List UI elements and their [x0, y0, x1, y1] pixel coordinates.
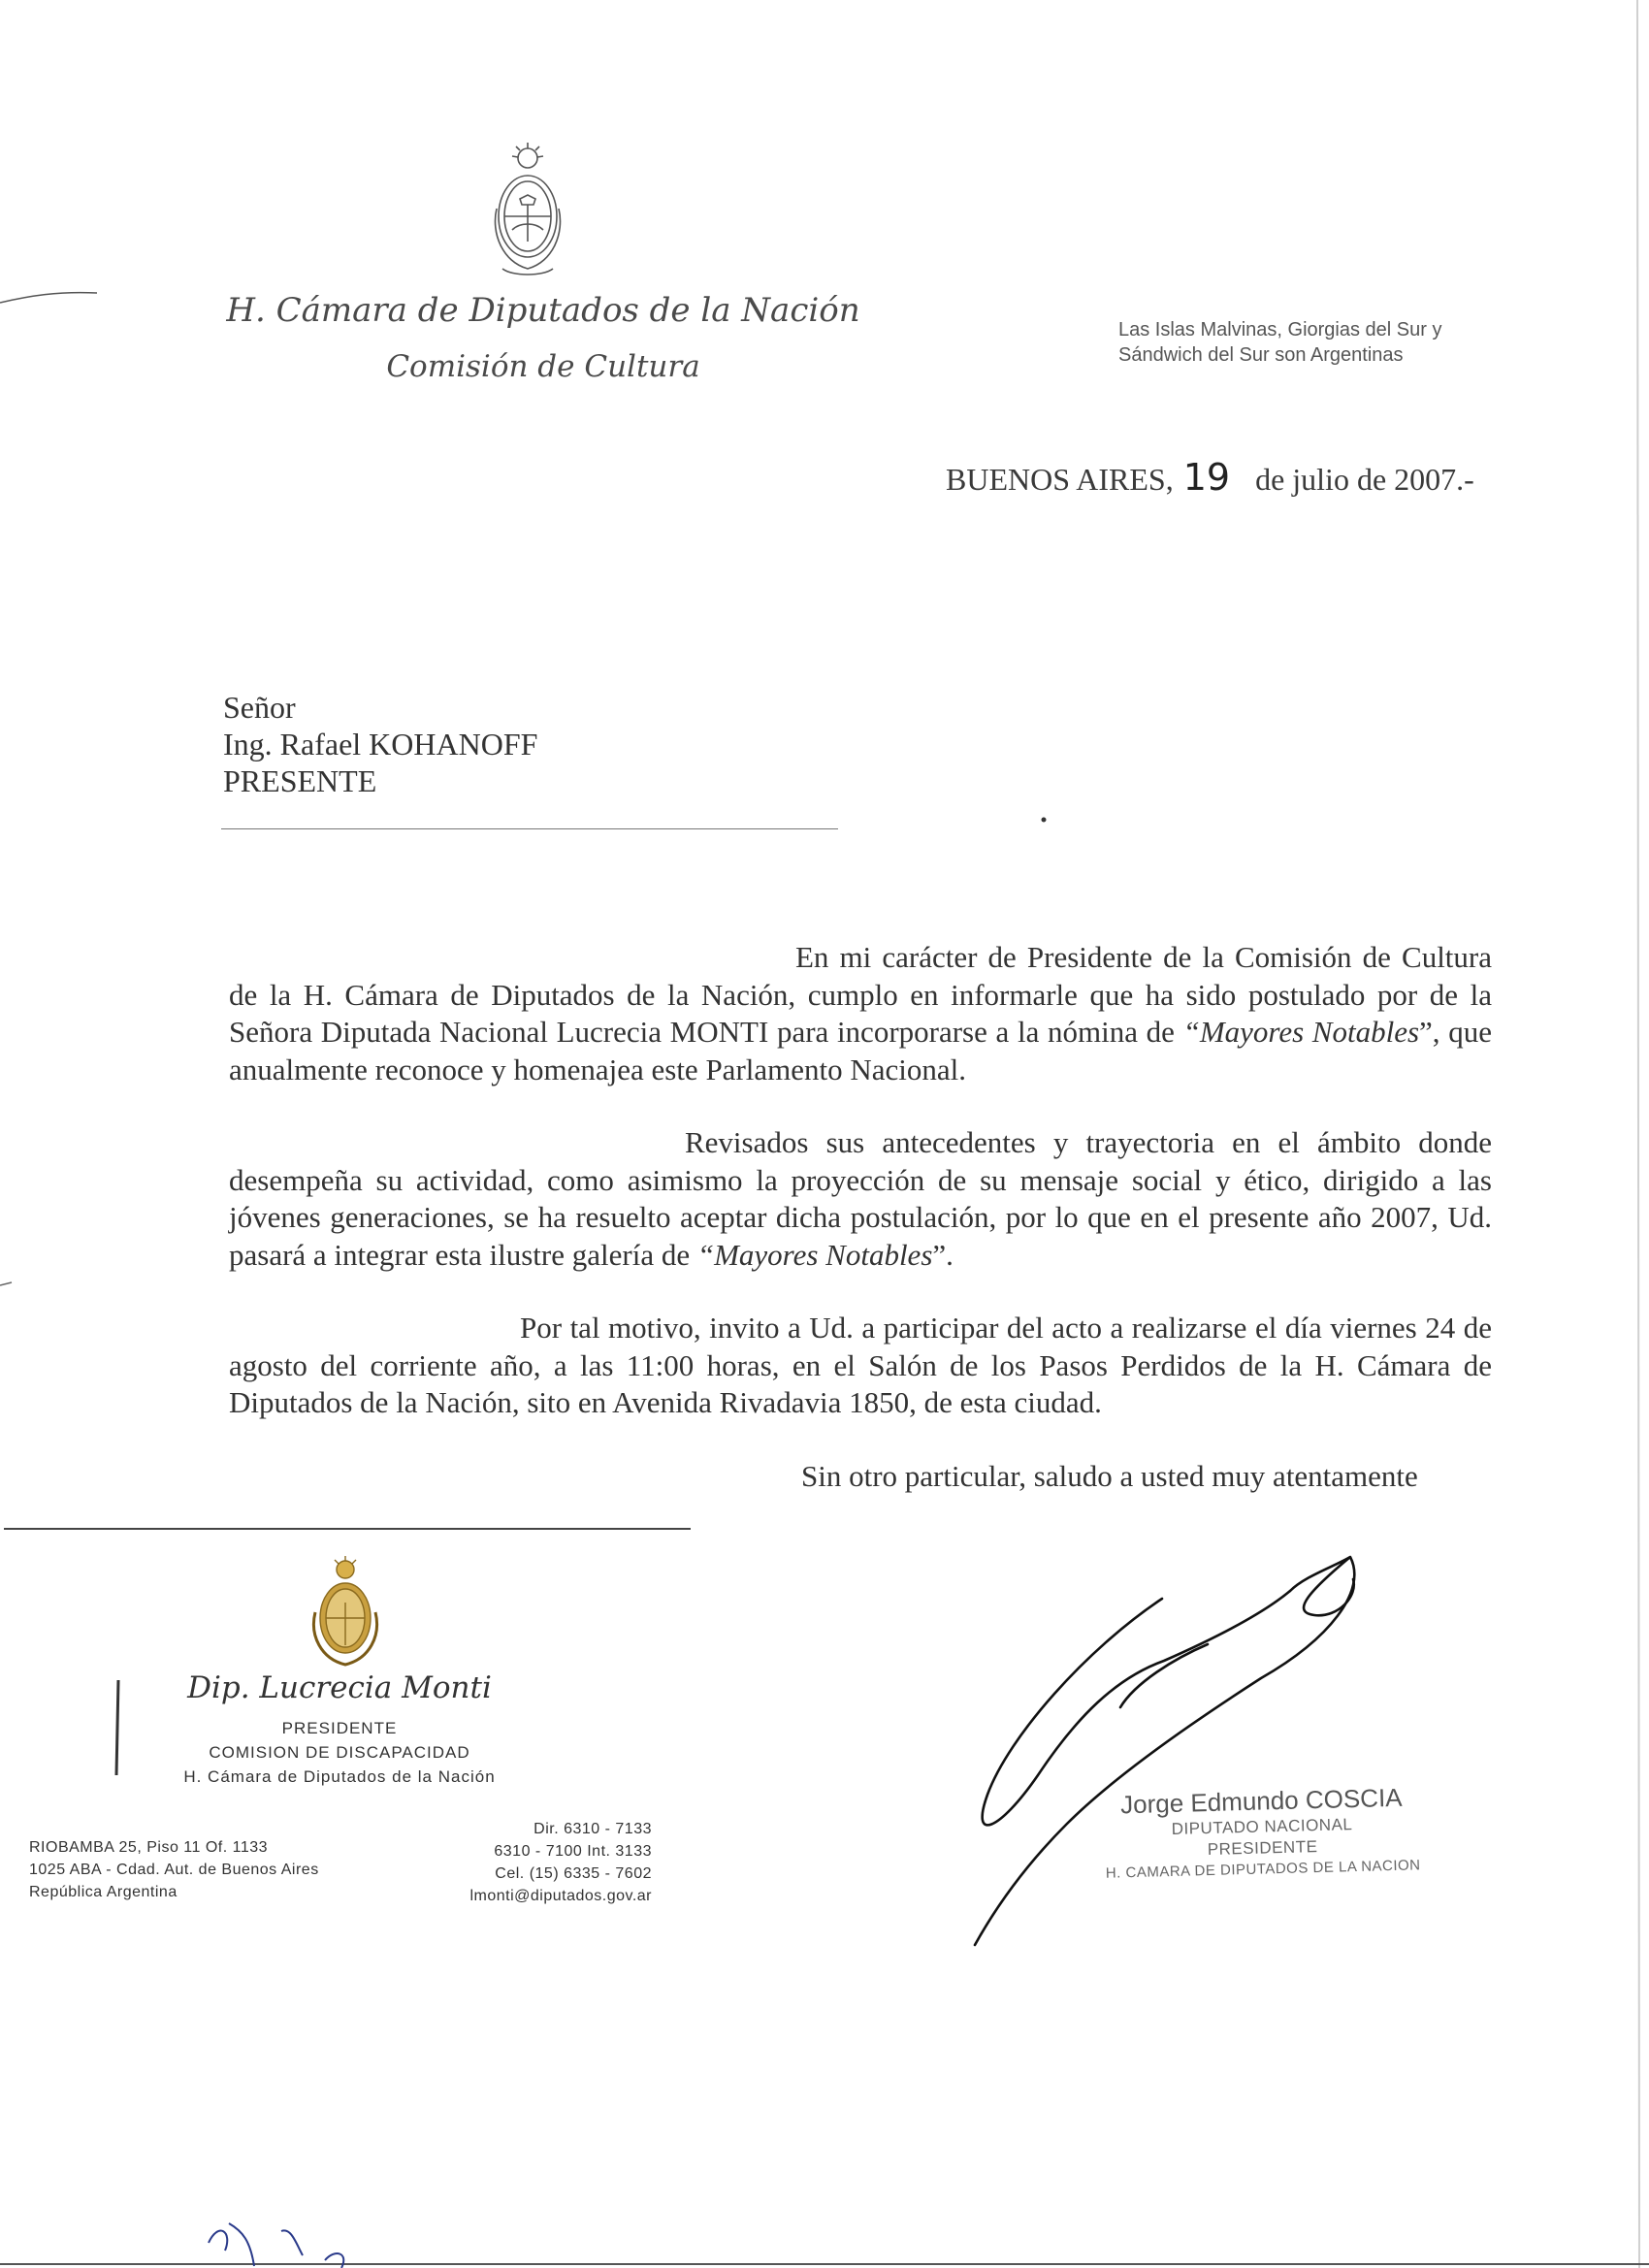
- date-rest: de julio de 2007.-: [1255, 462, 1474, 497]
- addressee-presente: PRESENTE: [223, 763, 377, 798]
- letter-body: [229, 939, 1492, 1531]
- card-role: PRESIDENTE: [281, 1719, 398, 1737]
- addressee-name: Ing. Rafael KOHANOFF: [223, 727, 538, 761]
- date-city: BUENOS AIRES,: [946, 462, 1174, 497]
- signer-title: DIPUTADO NACIONAL: [1171, 1815, 1353, 1838]
- handwritten-signature: [975, 1557, 1354, 1945]
- commission-name: Comisión de Cultura: [386, 349, 700, 384]
- institution-name: H. Cámara de Diputados de la Nación: [226, 291, 860, 330]
- scan-edge: [1637, 0, 1639, 2268]
- card-phone-dir: Dir. 6310 - 7133: [534, 1821, 652, 1837]
- addressee-salutation: Señor: [223, 690, 296, 725]
- closing-line: Sin otro particular, saludo a usted muy atentamente: [801, 1458, 1418, 1493]
- body-paragraph-3: Por tal motivo, invito a Ud. a participar del acto a realizarse el día viernes 24 de agosto del corriente año, a las 11:00 horas, en el Salón de los Pasos Perdidos de la H. Cámara de Diputados de la Nación, sito en Avenida Rivadavia 1850, de esta ciudad.: [229, 1311, 1492, 1419]
- card-holder-name: Dip. Lucrecia Monti: [187, 1670, 492, 1705]
- card-address-line: 1025 ABA - Cdad. Aut. de Buenos Aires: [29, 1862, 319, 1878]
- card-institution: H. Cámara de Diputados de la Nación: [183, 1767, 496, 1786]
- card-address: [29, 1836, 319, 1903]
- scan-dot: [1042, 818, 1047, 823]
- card-address-line: República Argentina: [29, 1884, 178, 1900]
- signer-name: Jorge Edmundo COSCIA: [1119, 1782, 1403, 1820]
- signature-stamp: [1096, 1782, 1428, 1885]
- card-phone-int: 6310 - 7100 Int. 3133: [494, 1843, 652, 1860]
- signer-institution: H. CAMARA DE DIPUTADOS DE LA NACION: [1105, 1857, 1421, 1882]
- malvinas-note-line: Sándwich del Sur son Argentinas: [1118, 344, 1404, 366]
- card-phone-cel: Cel. (15) 6335 - 7602: [495, 1865, 652, 1882]
- body-paragraph-1: En mi carácter de Presidente de la Comisión de Cultura de la H. Cámara de Diputados de la Nación, cumplo en informarle que ha sido postulado por de la Señora Diputada Nacional Lucrecia MONTI para incorporarse a la nómina de “Mayores Notables”, que anualmente reconoce y homenajea este Parlamento Nacional.: [229, 940, 1492, 1086]
- addressee-block: [223, 689, 537, 799]
- card-commission: COMISION DE DISCAPACIDAD: [209, 1743, 470, 1762]
- date-day-handwritten: 19: [1182, 456, 1231, 499]
- letter-date: [946, 456, 1474, 499]
- body-paragraph-2: Revisados sus antecedentes y trayectoria en el ámbito donde desempeña su actividad, como asimismo la proyección de su mensaje social y ético, dirigido a las jóvenes generaciones, se ha resuelto aceptar dicha postulación, por lo que en el presente año 2007, Ud. pasará a integrar esta ilustre galería de “Mayores Notables”.: [229, 1125, 1492, 1272]
- scan-mark: [0, 1282, 12, 1285]
- scan-mark: [0, 293, 97, 303]
- card-email: lmonti@diputados.gov.ar: [469, 1888, 652, 1904]
- coat-of-arms-icon: [483, 141, 572, 280]
- business-card-top-edge: [4, 1528, 691, 1530]
- handwritten-margin-note: [209, 2223, 343, 2268]
- addressee-divider: [221, 828, 838, 829]
- malvinas-note: [1118, 317, 1526, 368]
- card-contact: [400, 1818, 652, 1907]
- signer-role: PRESIDENTE: [1207, 1837, 1318, 1860]
- gold-coat-of-arms-icon: [306, 1554, 385, 1670]
- card-address-line: RIOBAMBA 25, Piso 11 Of. 1133: [29, 1839, 269, 1856]
- malvinas-note-line: Las Islas Malvinas, Giorgias del Sur y: [1118, 319, 1442, 340]
